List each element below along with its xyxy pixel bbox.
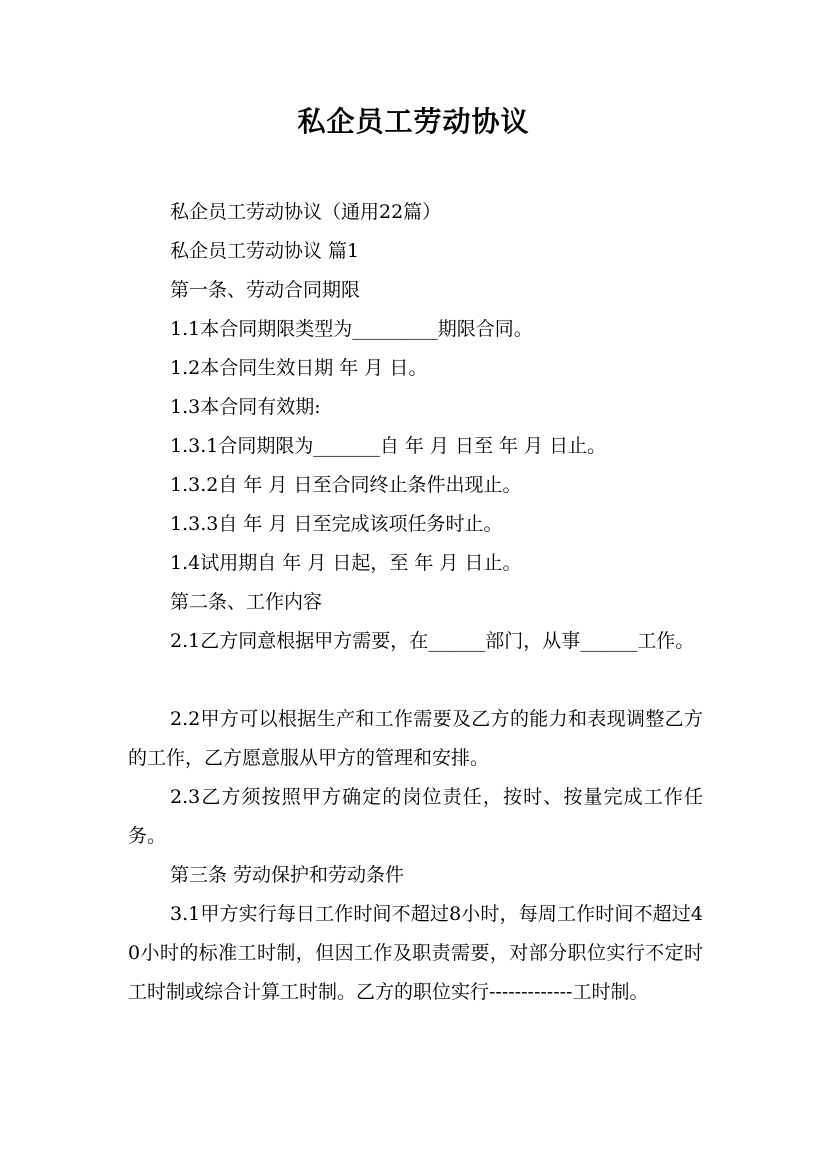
paragraph-clause-2-1: 2.1乙方同意根据甲方需要，在______部门，从事______工作。 [170,630,695,652]
document-title: 私企员工劳动协议 [297,105,530,138]
paragraph-article-1-heading: 第一条、劳动合同期限 [170,279,361,301]
paragraph-clause-1-2: 1.2本合同生效日期 年 月 日。 [170,357,428,379]
paragraph-clause-1-3: 1.3本合同有效期: [170,396,321,418]
paragraph-article-3-heading: 第三条 劳动保护和劳动条件 [170,864,405,886]
paragraph-subtitle: 私企员工劳动协议（通用22篇） [170,201,442,223]
paragraph-section-heading: 私企员工劳动协议 篇1 [170,240,360,262]
paragraph-clause-1-4: 1.4试用期自 年 月 日起，至 年 月 日止。 [170,552,522,574]
paragraph-clause-1-3-1: 1.3.1合同期限为_______自 年 月 日至 年 月 日止。 [170,435,607,457]
paragraph-clause-3-1: 3.1甲方实行每日工作时间不超过8小时，每周工作时间不超过40小时的标准工时制，但因工作及职责需要，对部分职位实行不定时工时制或综合计算工时制。乙方的职位实行-------------工时制。 [128,903,703,1003]
paragraph-clause-1-1: 1.1本合同期限类型为_________期限合同。 [170,318,533,340]
paragraph-clause-2-3: 2.3乙方须按照甲方确定的岗位责任，按时、按量完成工作任务。 [128,786,703,847]
paragraph-clause-1-3-2: 1.3.2自 年 月 日至合同终止条件出现止。 [170,474,522,496]
paragraph-clause-1-3-3: 1.3.3自 年 月 日至完成该项任务时止。 [170,513,503,535]
paragraph-article-2-heading: 第二条、工作内容 [170,591,323,613]
paragraph-clause-2-2: 2.2甲方可以根据生产和工作需要及乙方的能力和表现调整乙方的工作，乙方愿意服从甲方的管理和安排。 [128,708,703,769]
